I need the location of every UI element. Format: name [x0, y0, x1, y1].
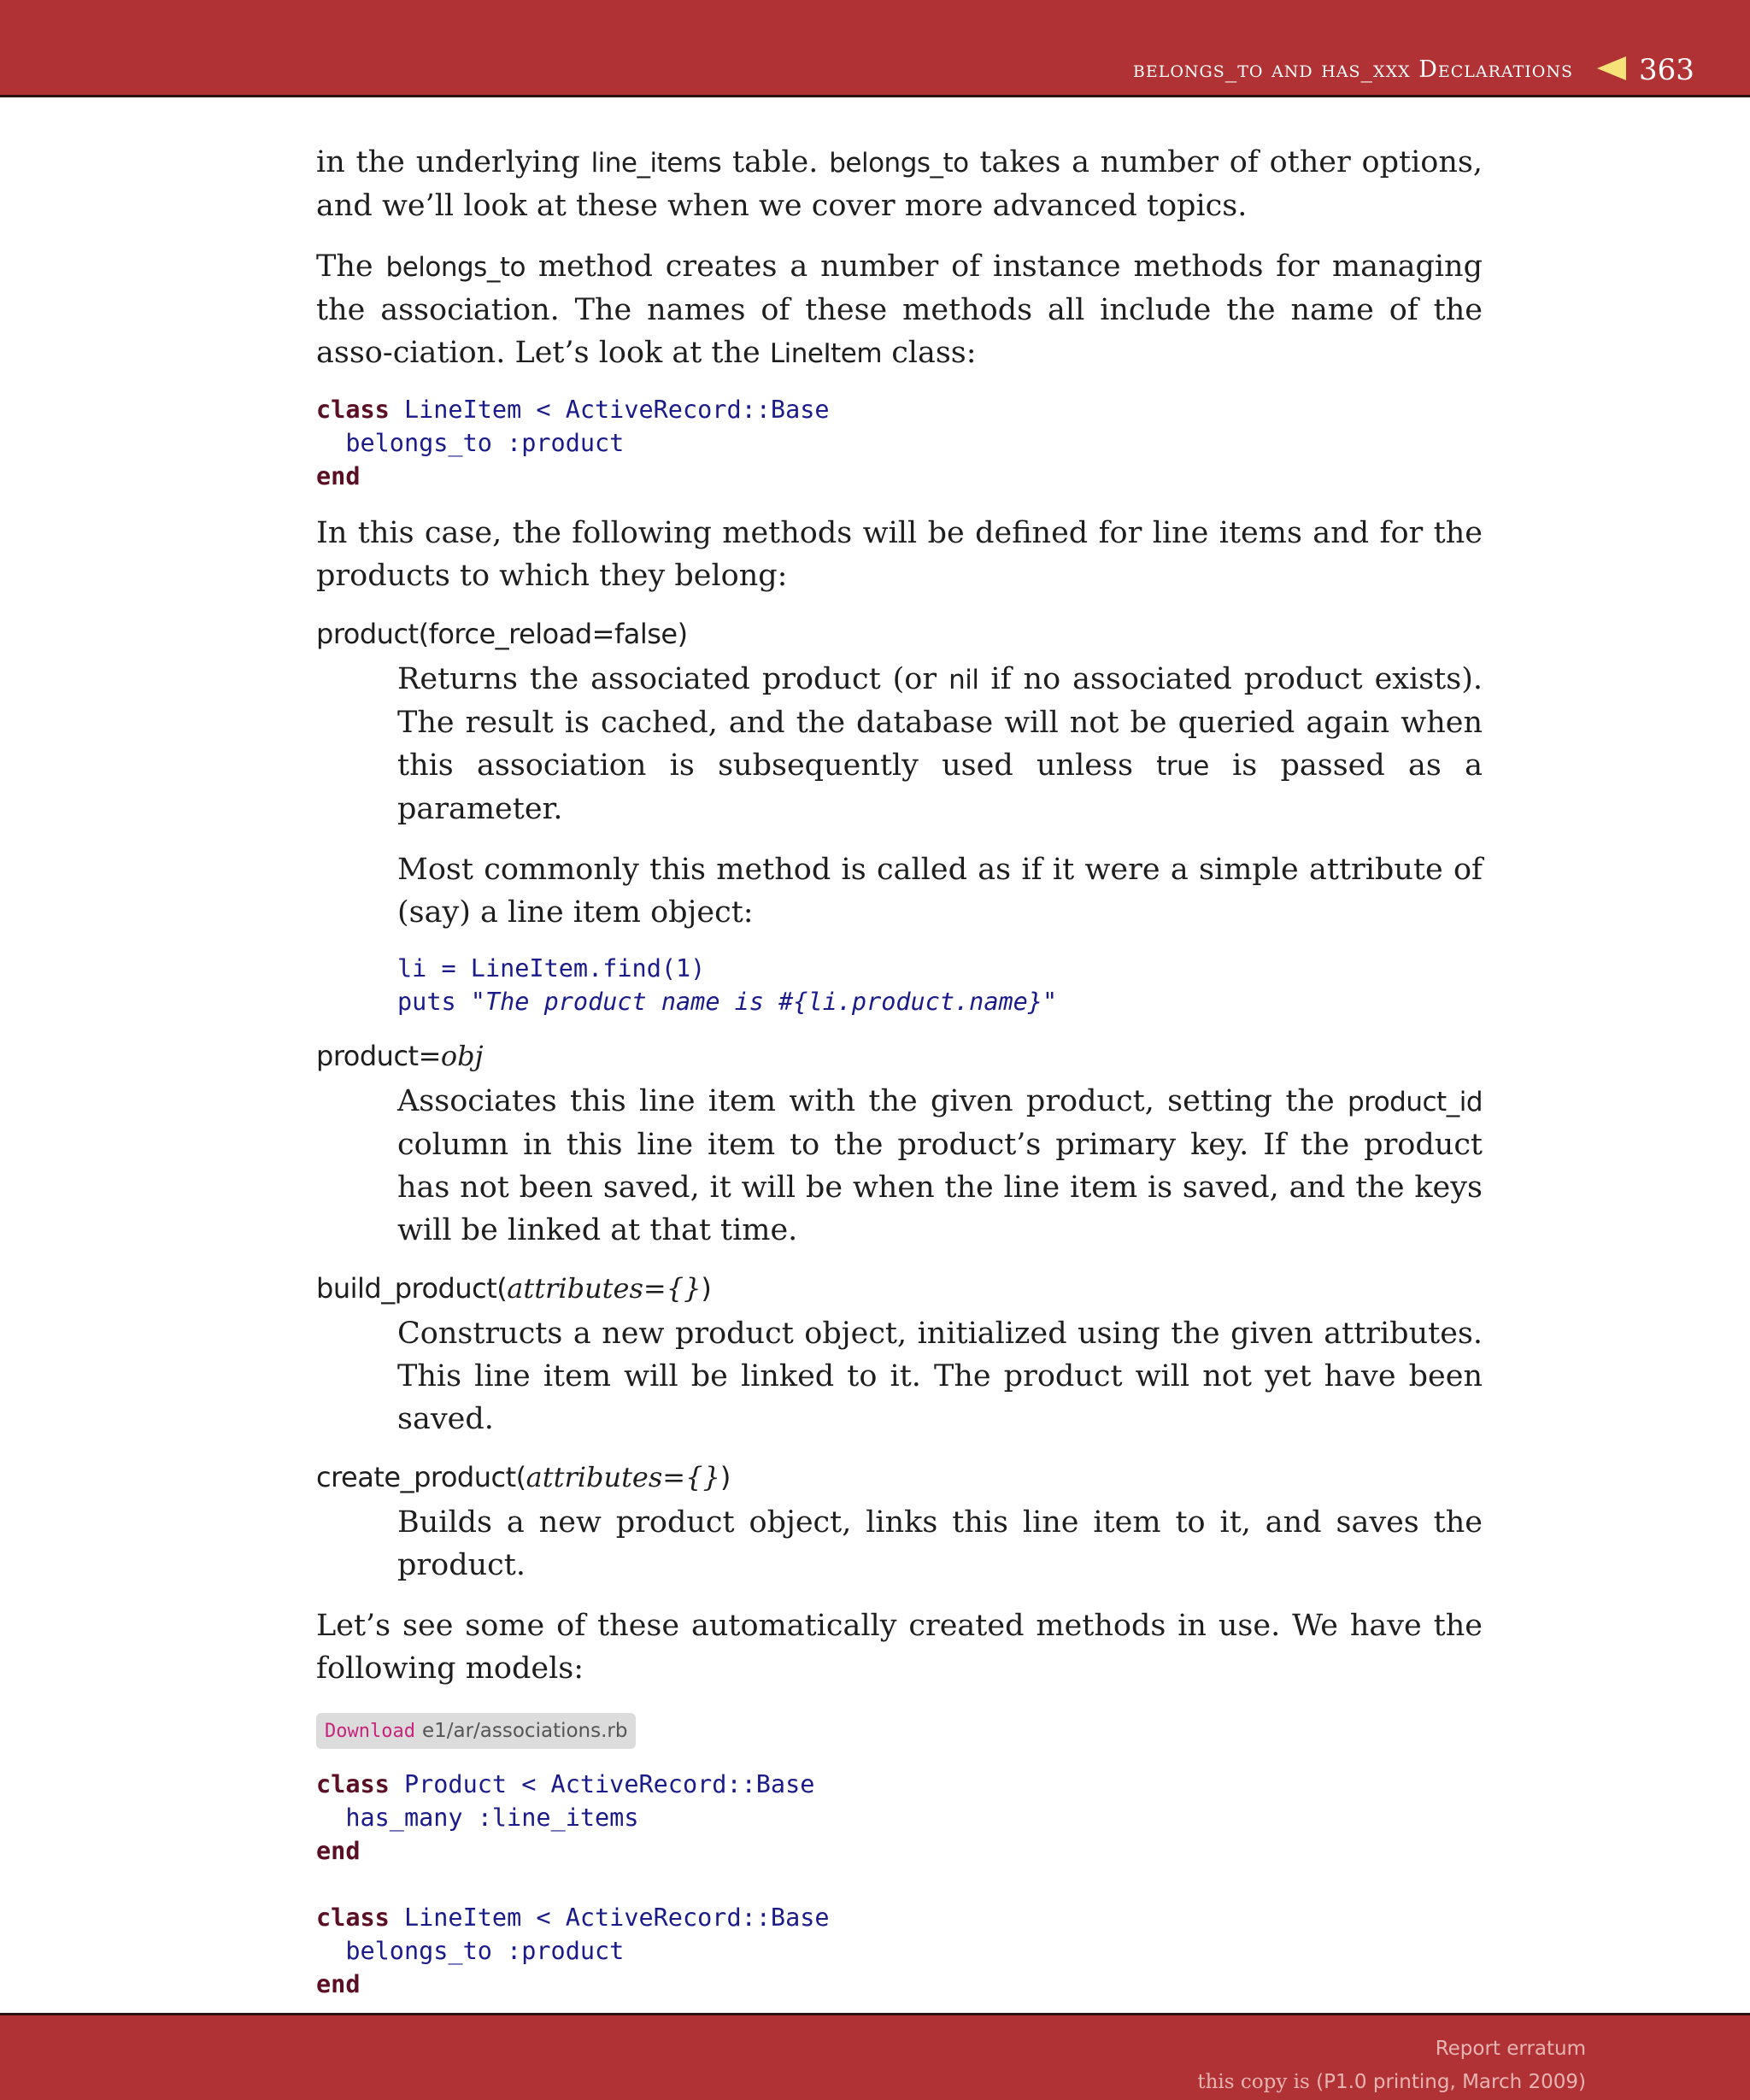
paragraph-belongs-to: The belongs_to method creates a number of instance methods for managing the association. The names of these methods all include the name of the asso-ciation. Let’s look at the LineItem class:	[316, 249, 1483, 370]
code-block-models: class Product < ActiveRecord::Base has_many :line_items end class LineItem < ActiveRecord::Base belongs_to :product end	[316, 1770, 830, 1998]
definition-term-build-product: build_product(attributes={})	[316, 1272, 712, 1305]
left-arrow-icon	[1597, 56, 1626, 80]
paragraph-models-intro: Let’s see some of these automatically created methods in use. We have the following models:	[316, 1609, 1483, 1686]
definition-paragraph: Constructs a new product object, initialized using the given attributes. This line item will be linked to it. The product will not yet have been saved.	[397, 1317, 1483, 1436]
download-path: e1/ar/associations.rb	[421, 1720, 628, 1742]
download-label: Download	[325, 1721, 415, 1742]
definition-body-create-product	[397, 1501, 1483, 1587]
running-head-title: belongs_to and has_xxx Declarations	[1132, 56, 1573, 83]
download-link[interactable]	[316, 1713, 636, 1749]
definition-body-product	[397, 658, 1483, 1018]
report-erratum-link[interactable]: Report erratum	[1435, 2038, 1586, 2060]
definition-paragraph: Most commonly this method is called as if it were a simple attribute of (say) a line item object:	[397, 853, 1483, 930]
page-body	[316, 141, 1483, 2020]
definition-body-build-product	[397, 1312, 1483, 1440]
definition-paragraph: Returns the associated product (or nil if no associated product exists). The result is cached, and the database will not be queried again when this association is subsequently used unless true is passed as a parameter.	[397, 662, 1483, 826]
definition-term-create-product: create_product(attributes={})	[316, 1461, 731, 1493]
copy-notice: this copy is (P1.0 printing, March 2009)	[1197, 2071, 1586, 2093]
paragraph-methods-intro: In this case, the following methods will be defined for line items and for the products to which they belong:	[316, 516, 1483, 593]
page-footer	[0, 2013, 1750, 2100]
code-block-find: li = LineItem.find(1) puts "The product name is #{li.product.name}"	[397, 954, 1058, 1016]
definition-body-product-assign	[397, 1080, 1483, 1252]
page-number: 363	[1639, 53, 1694, 87]
definition-paragraph: Builds a new product object, links this line item to it, and saves the product.	[397, 1505, 1483, 1582]
paragraph-intro: in the underlying line_items table. belongs_to takes a number of other options, and we’ll look at these when we cover more advanced topics.	[316, 145, 1483, 223]
definition-paragraph: Associates this line item with the given product, setting the product_id column in this line item to the product’s primary key. If the product has not been saved, it will be when the line item is saved, and the keys will be linked at that time.	[397, 1084, 1483, 1247]
definition-term-product-assign: product=obj	[316, 1040, 484, 1072]
definition-term-product: product(force_reload=false)	[316, 618, 688, 650]
page-header	[0, 0, 1750, 97]
code-block-lineitem: class LineItem < ActiveRecord::Base belongs_to :product end	[316, 396, 830, 490]
